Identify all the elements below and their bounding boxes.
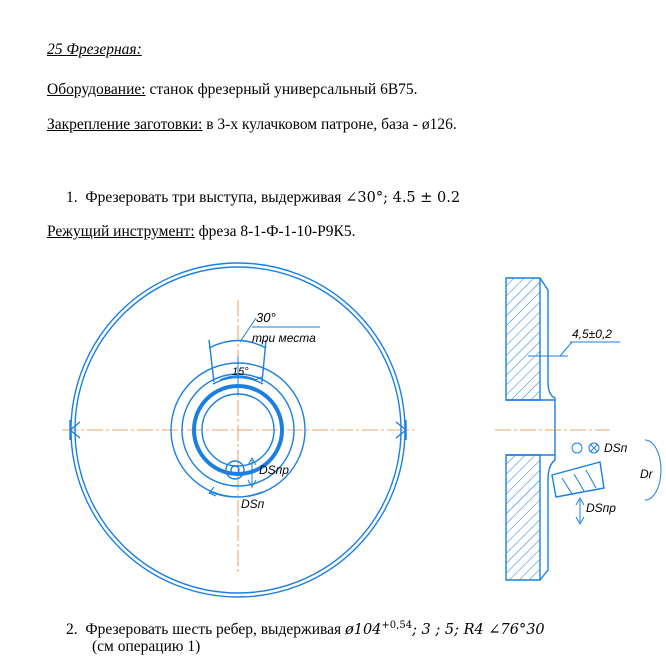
section-body-bottom (506, 455, 540, 580)
label-d-spr-left: DSпр (259, 463, 289, 477)
fixing-value: в 3-х кулачковом патроне, база - (202, 116, 422, 133)
d-spr-arrow-right (576, 498, 584, 524)
label-angle-30: 30° (256, 310, 276, 325)
feed-circle-dot-icon (572, 443, 582, 453)
label-angle-15: 15° (232, 366, 249, 378)
tool-value: фреза 8-1-Ф-1-10-Р9К5. (194, 223, 356, 240)
step-2-text: Фрезеровать шесть ребер, выдерживая (85, 621, 345, 639)
equipment-label: Оборудование: (47, 81, 146, 98)
step-1-text: Фрезеровать три выступа, выдерживая (85, 189, 346, 206)
section-view-labels (572, 327, 654, 515)
step-1-number: 1. (66, 189, 78, 206)
step-2-math-tail: ; 3 ; 5; R4 ∠76°30 (412, 622, 545, 639)
feed-cross (590, 444, 598, 452)
step-2-math-main: ø104 (345, 622, 382, 639)
label-d-sp-right: DSп (604, 441, 628, 455)
label-three-places: три места (252, 331, 316, 345)
dim-4-5-leader (560, 342, 572, 356)
section-view (495, 278, 661, 580)
equipment-value: станок фрезерный универсальный 6В75. (145, 81, 418, 98)
cutter-spot-outer (226, 461, 244, 479)
label-d-sp-left: DSп (241, 497, 265, 511)
tool-label: Режущий инструмент: (47, 223, 195, 240)
cutter-body (552, 462, 604, 497)
step-2-number: 2. (66, 621, 78, 639)
step-1-math: ∠30°; 4.5 ± 0.2 (345, 190, 461, 206)
fixing-label: Закрепление заготовки: (47, 116, 203, 133)
fixing-base: ø126. (421, 116, 457, 133)
label-d-r: Dr (640, 467, 653, 481)
section-profile (540, 278, 555, 580)
step-2-math-sup: +0,54 (381, 620, 413, 631)
section-body-top (506, 278, 540, 400)
front-view-labels (232, 310, 316, 511)
front-view (62, 263, 414, 597)
operation-title: 25 Фрезерная: (47, 41, 142, 58)
label-d-spr-right: DSпр (586, 501, 616, 515)
label-dim-4-5: 4,5±0,2 (572, 327, 612, 341)
step-2-note: (см операцию 1) (92, 638, 201, 655)
